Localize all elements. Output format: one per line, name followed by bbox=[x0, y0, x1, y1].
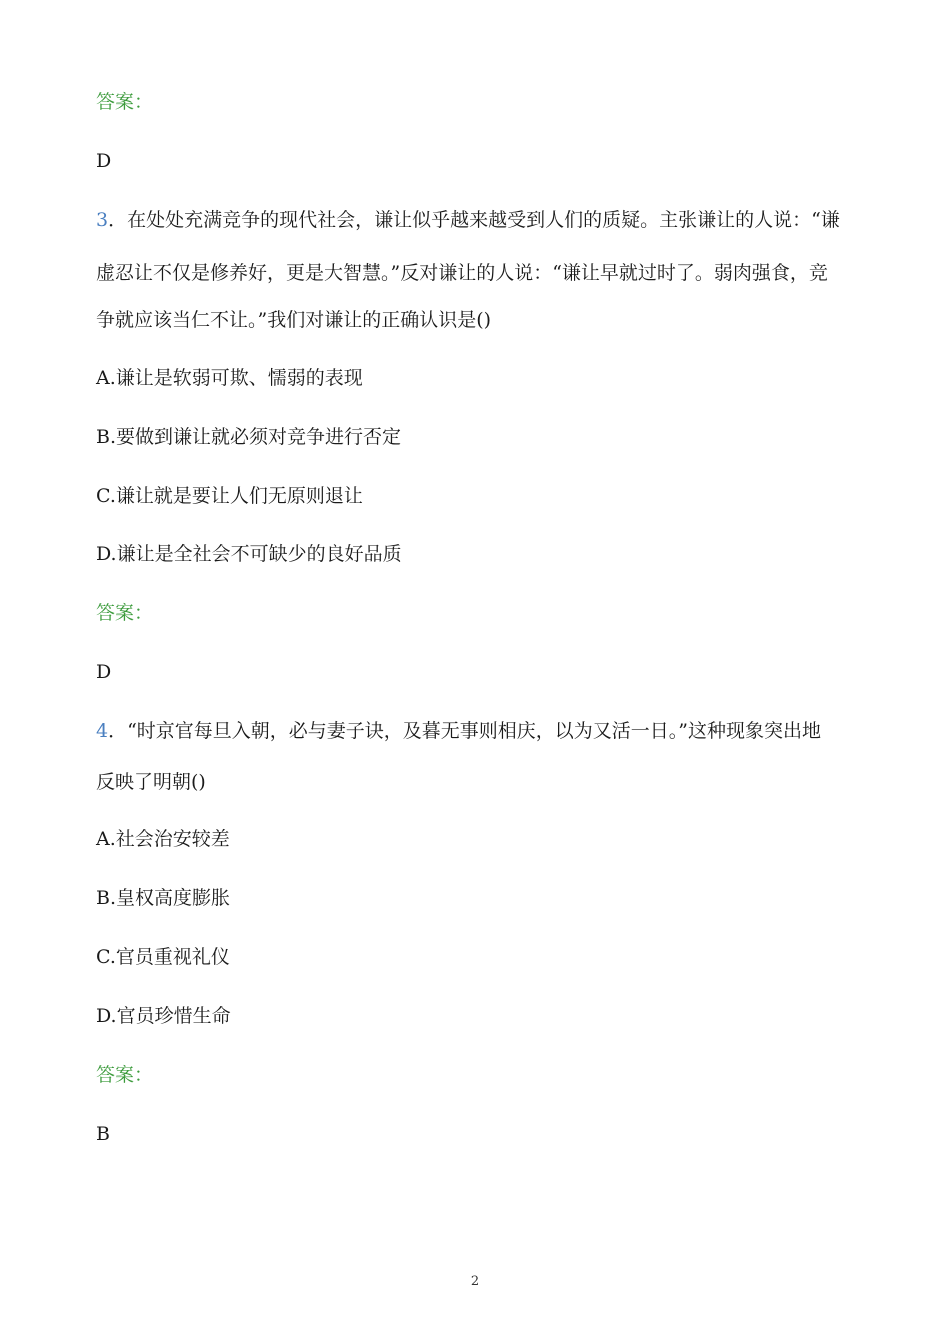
option-c: C.谦让就是要让人们无原则退让 bbox=[96, 485, 363, 507]
question-3-line-1 bbox=[96, 208, 840, 232]
option-a: A.谦让是软弱可欺、懦弱的表现 bbox=[96, 367, 363, 389]
question-3-line-2: 虚忍让不仅是修养好，更是大智慧。”反对谦让的人说：“谦让早就过时了。弱肉强食，竞 bbox=[96, 262, 828, 284]
answer-value: D bbox=[96, 150, 112, 172]
question-text: ．在处处充满竞争的现代社会，谦让似乎越来越受到人们的质疑。主张谦让的人说：“谦 bbox=[108, 209, 840, 231]
answer-label: 答案： bbox=[96, 1064, 154, 1086]
option-b: B.皇权高度膨胀 bbox=[96, 887, 231, 909]
question-number: 4 bbox=[96, 720, 109, 742]
option-a: A.社会治安较差 bbox=[96, 828, 230, 850]
page-number: 2 bbox=[470, 1274, 480, 1289]
question-4-line-1 bbox=[96, 719, 821, 743]
answer-label: 答案： bbox=[96, 602, 154, 624]
answer-value: B bbox=[96, 1123, 110, 1145]
question-text: ．“时京官每旦入朝，必与妻子诀，及暮无事则相庆，以为又活一日。”这种现象突出地 bbox=[108, 720, 822, 742]
option-b: B.要做到谦让就必须对竞争进行否定 bbox=[96, 426, 402, 448]
question-3-line-3: 争就应该当仁不让。”我们对谦让的正确认识是() bbox=[96, 309, 492, 331]
answer-value: D bbox=[96, 661, 112, 683]
option-c: C.官员重视礼仪 bbox=[96, 946, 230, 968]
question-number: 3 bbox=[96, 209, 109, 231]
question-4-line-2: 反映了明朝() bbox=[96, 771, 206, 793]
option-d: D.官员珍惜生命 bbox=[96, 1005, 231, 1027]
answer-label: 答案： bbox=[96, 91, 154, 113]
option-d: D.谦让是全社会不可缺少的良好品质 bbox=[96, 543, 402, 565]
